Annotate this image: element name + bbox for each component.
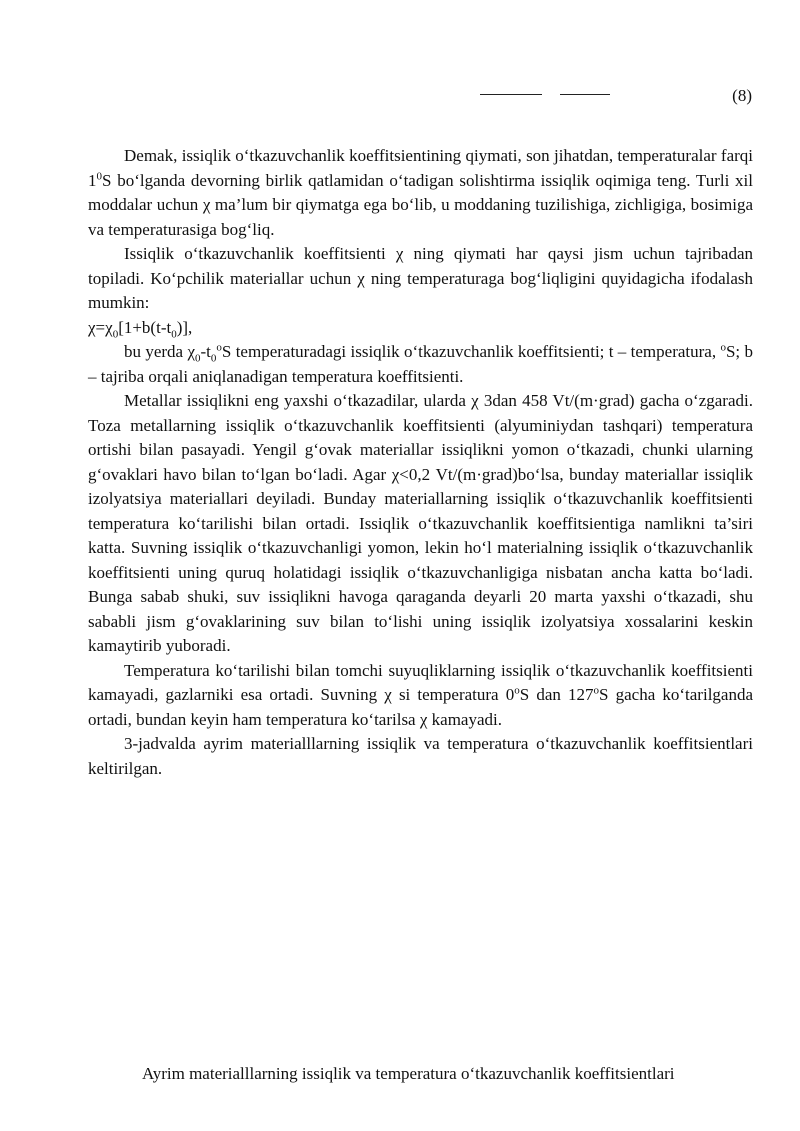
paragraph-5: Temperatura ko‘tarilishi bilan tomchi suyuqliklarning issiqlik o‘tkazuvchanlik koeffitsienti kamayadi, gazlarniki esa ortadi. Suvning χ si temperatura 0$^o$S dan 127$^o$S gacha ko‘tarilganda ortadi, bundan keyin ham temperatura ko‘tarilsa χ kamayadi. [88,660,754,729]
fraction-line-right [560,94,610,95]
paragraph-1: Demak, issiqlik o‘tkazuvchanlik koeffitsientining qiymati, son jihatdan, temperaturalar farqi $1^0S$ bo‘lganda devorning birlik qatlamidan o‘tadigan solishtirma issiqlik oqimiga teng. Turli xil moddalar uchun χ ma’lum bir qiymatga ega bo‘lib, u moddaning tuzilishiga, zichligiga, bosimiga va temperaturasiga bog‘liq. [88,146,753,239]
table-caption: Ayrim materialllarning issiqlik va temperatura o‘tkazuvchanlik koeffitsientlari [142,1064,675,1083]
paragraph-3: bu yerda $\chi_0-t_0^oS$ temperaturadagi issiqlik o‘tkazuvchanlik koeffitsienti; t – temperatura, $^o$S; b – tajriba orqali aniqlanadigan temperatura koeffitsienti. [88,341,753,386]
paragraph-6: 3-jadvalda ayrim materialllarning issiqlik va temperatura o‘tkazuvchanlik koeffitsientlari keltirilgan. [88,734,753,778]
body-text [88,144,753,781]
paragraph-2: Issiqlik o‘tkazuvchanlik koeffitsienti χ ning qiymati har qaysi jism uchun tajribadan topiladi. Ko‘pchilik materiallar uchun χ ning temperaturaga bog‘liqligini quyidagicha ifodalash mumkin: [88,244,753,312]
fraction-line-left [480,94,542,95]
formula: $\chi=\chi_0[1+b(t-t_0)]$, [88,317,193,340]
equation-number: (8) [732,86,752,105]
paragraph-4: Metallar issiqlikni eng yaxshi o‘tkazadilar, ularda χ 3dan 458 Vt/(m·grad) gacha o‘zgaradi. Toza metallarning issiqlik o‘tkazuvchanlik koeffitsienti (alyuminiydan tashqari) temperatura ortishi bilan pasayadi. Yengil g‘ovak materiallar issiqlikni yomon o‘tkazadi, chunki ularning g‘ovaklari havo bilan to‘lgan bo‘ladi. Agar χ<0,2 Vt/(m·grad)bo‘lsa, bunday materiallar issiqlik izolyatsiya materiallari deyiladi. Bunday materiallarning issiqlik o‘tkazuvchanlik koeffitsienti temperatura ko‘tarilishi bilan ortadi. Issiqlik o‘tkazuvchanlik koeffitsientiga namlikni ta’siri katta. Suvning issiqlik o‘tkazuvchanligi yomon, lekin ho‘l materialning issiqlik o‘tkazuvchanlik koeffitsienti uning quruq holatidagi issiqlik o‘tkazuvchanligiga nisbatan ancha katta bo‘ladi. Bunga sabab shuki, suv issiqlikni havoga qaraganda deyarli 20 marta yaxshi o‘tkazadi, shu sababli jism g‘ovaklarining suv bilan to‘lishi uning issiqlik izolyatsiya xossalarini keskin kamaytirib yuboradi. [88,391,753,655]
